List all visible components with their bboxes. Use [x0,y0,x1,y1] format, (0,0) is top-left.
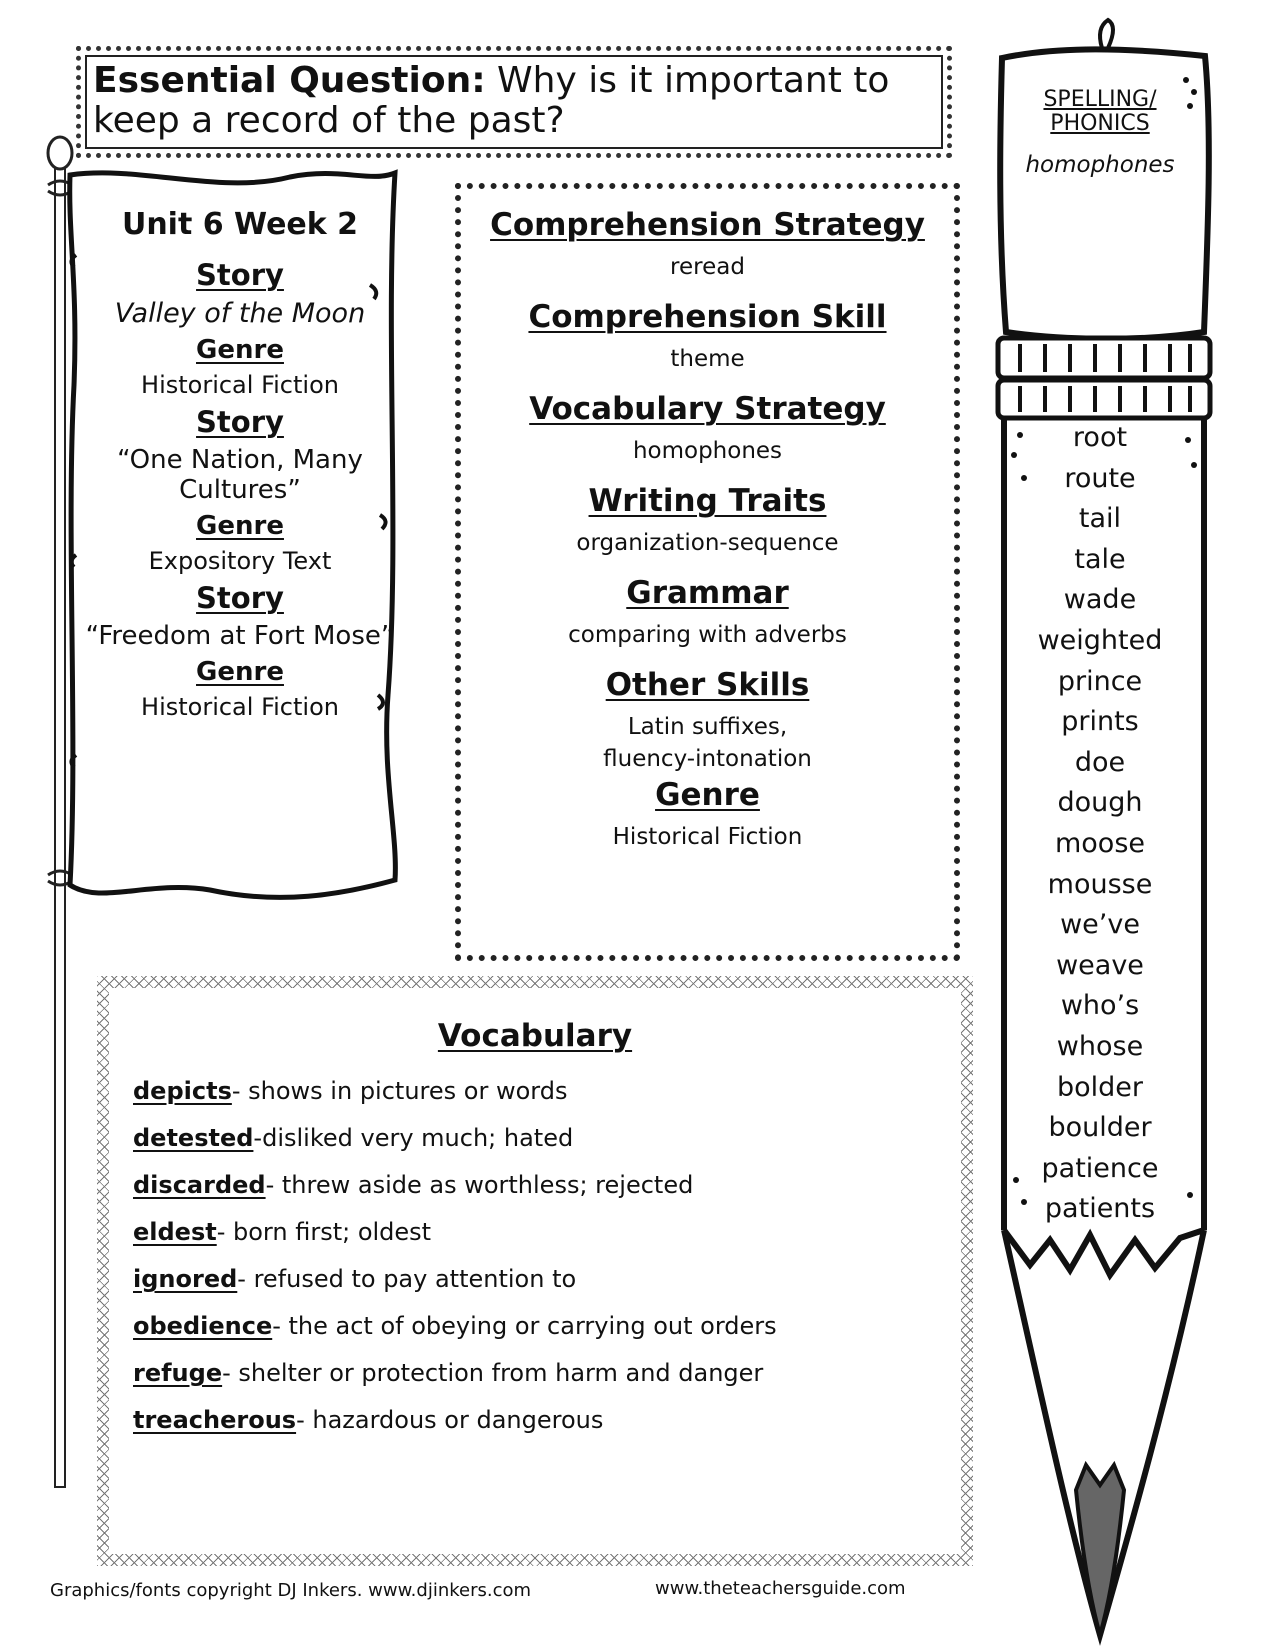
vocabulary-item [133,1162,961,1209]
vocabulary-item [133,1209,961,1256]
vocabulary-definition: - hazardous or dangerous [296,1406,604,1434]
spelling-word: moose [1054,827,1146,859]
genre-label: Genre [196,511,284,541]
spelling-word: patients [1044,1193,1156,1225]
skill-heading: Comprehension Strategy [490,207,925,243]
story-label: Story [196,581,284,615]
spelling-word: who’s [1060,990,1140,1022]
vocabulary-definition: - shelter or protection from harm and danger [222,1359,764,1387]
vocabulary-definition: -disliked very much; hated [253,1124,574,1152]
spelling-word: root [1072,422,1128,453]
vocabulary-word: refuge [133,1359,223,1387]
unit-week-title: Unit 6 Week 2 [121,207,359,242]
story-label: Story [196,258,284,292]
spelling-word-list [1010,418,1190,1230]
footer-website: www.theteachersguide.com [655,1578,906,1599]
story-label: Story [196,405,284,439]
skill-value: reread [670,254,745,280]
genre-value: Historical Fiction [141,693,339,721]
pencil-ferrule [998,380,1210,418]
skill-value: homophones [632,438,783,464]
flag-pole [55,157,65,1487]
skill-value: comparing with adverbs [568,622,847,648]
genre-label: Genre [196,335,284,365]
essential-question-label: Essential Question: [93,60,486,101]
skill-value: theme [670,346,745,372]
spelling-word: dough [1057,787,1143,819]
essential-question [93,61,937,141]
story-title: “Freedom at Fort Mose” [85,621,395,651]
vocabulary-word: eldest [133,1218,217,1246]
genre-value: Historical Fiction [141,371,339,399]
spelling-word: prints [1061,706,1139,738]
story-banner [70,185,410,727]
spelling-word: weave [1056,949,1144,981]
skill-heading: Other Skills [605,667,810,703]
spelling-word: doe [1074,746,1126,778]
skill-heading: Genre [655,777,760,813]
skill-heading: Writing Traits [588,483,827,519]
vocabulary-item [133,1350,961,1397]
flag-pole-knob [48,137,72,169]
vocabulary-definition: - the act of obeying or carrying out orders [272,1312,777,1340]
spelling-word: boulder [1048,1112,1152,1144]
vocabulary-word: ignored [133,1265,238,1293]
vocabulary-word: depicts [133,1077,232,1105]
skills-box [455,183,960,961]
story-title: Valley of the Moon [114,298,366,329]
spelling-word: mousse [1047,868,1153,900]
spelling-title-line: SPELLING/ [1043,87,1157,112]
vocabulary-box [97,976,973,1566]
skill-heading: Grammar [626,575,789,611]
spelling-word: bolder [1056,1071,1143,1103]
genre-label: Genre [196,657,284,687]
spelling-header [1010,88,1190,178]
skill-heading: Vocabulary Strategy [529,391,886,427]
vocabulary-item [133,1115,961,1162]
spelling-title-line: PHONICS [1050,111,1150,136]
vocabulary-definition: - refused to pay attention to [237,1265,577,1293]
spelling-word: tale [1074,543,1126,575]
skill-value: Latin suffixes, [627,714,788,740]
skill-value-2: fluency-intonation [603,746,812,772]
genre-value: Expository Text [148,547,332,575]
vocabulary-word: detested [133,1124,254,1152]
skill-value: Historical Fiction [612,824,803,850]
skill-value: organization-sequence [576,530,839,556]
vocabulary-word: discarded [133,1171,266,1199]
vocabulary-definition: - shows in pictures or words [231,1077,568,1105]
vocabulary-word: obedience [133,1312,273,1340]
pencil-lead [1076,1465,1124,1635]
vocabulary-item [133,1303,961,1350]
spelling-word: prince [1057,665,1143,697]
spelling-title [1010,88,1190,136]
spelling-word: tail [1078,503,1122,535]
pencil-ferrule [998,338,1210,378]
story-title: “One Nation, Many Cultures” [117,445,363,505]
vocabulary-definition: - threw aside as worthless; rejected [265,1171,694,1199]
spelling-word: wade [1063,584,1137,616]
vocabulary-item [133,1256,961,1303]
footer-copyright: Graphics/fonts copyright DJ Inkers. www.djinkers.com [50,1580,532,1601]
spelling-word: we’ve [1060,909,1140,941]
vocabulary-definition: - born first; oldest [216,1218,432,1246]
spelling-word: weighted [1037,624,1163,656]
vocabulary-item [133,1397,961,1444]
spelling-pattern: homophones [1025,152,1175,178]
spelling-word: patience [1041,1152,1159,1184]
vocabulary-word: treacherous [133,1406,297,1434]
vocabulary-item [133,1068,961,1115]
spelling-word: route [1064,462,1136,494]
vocabulary-title: Vocabulary [437,1018,633,1054]
vocabulary-list [109,1068,961,1444]
skill-heading: Comprehension Skill [528,299,887,335]
spelling-word: whose [1056,1030,1144,1062]
essential-question-text: Why is it important to keep a record of the past? [93,60,890,141]
